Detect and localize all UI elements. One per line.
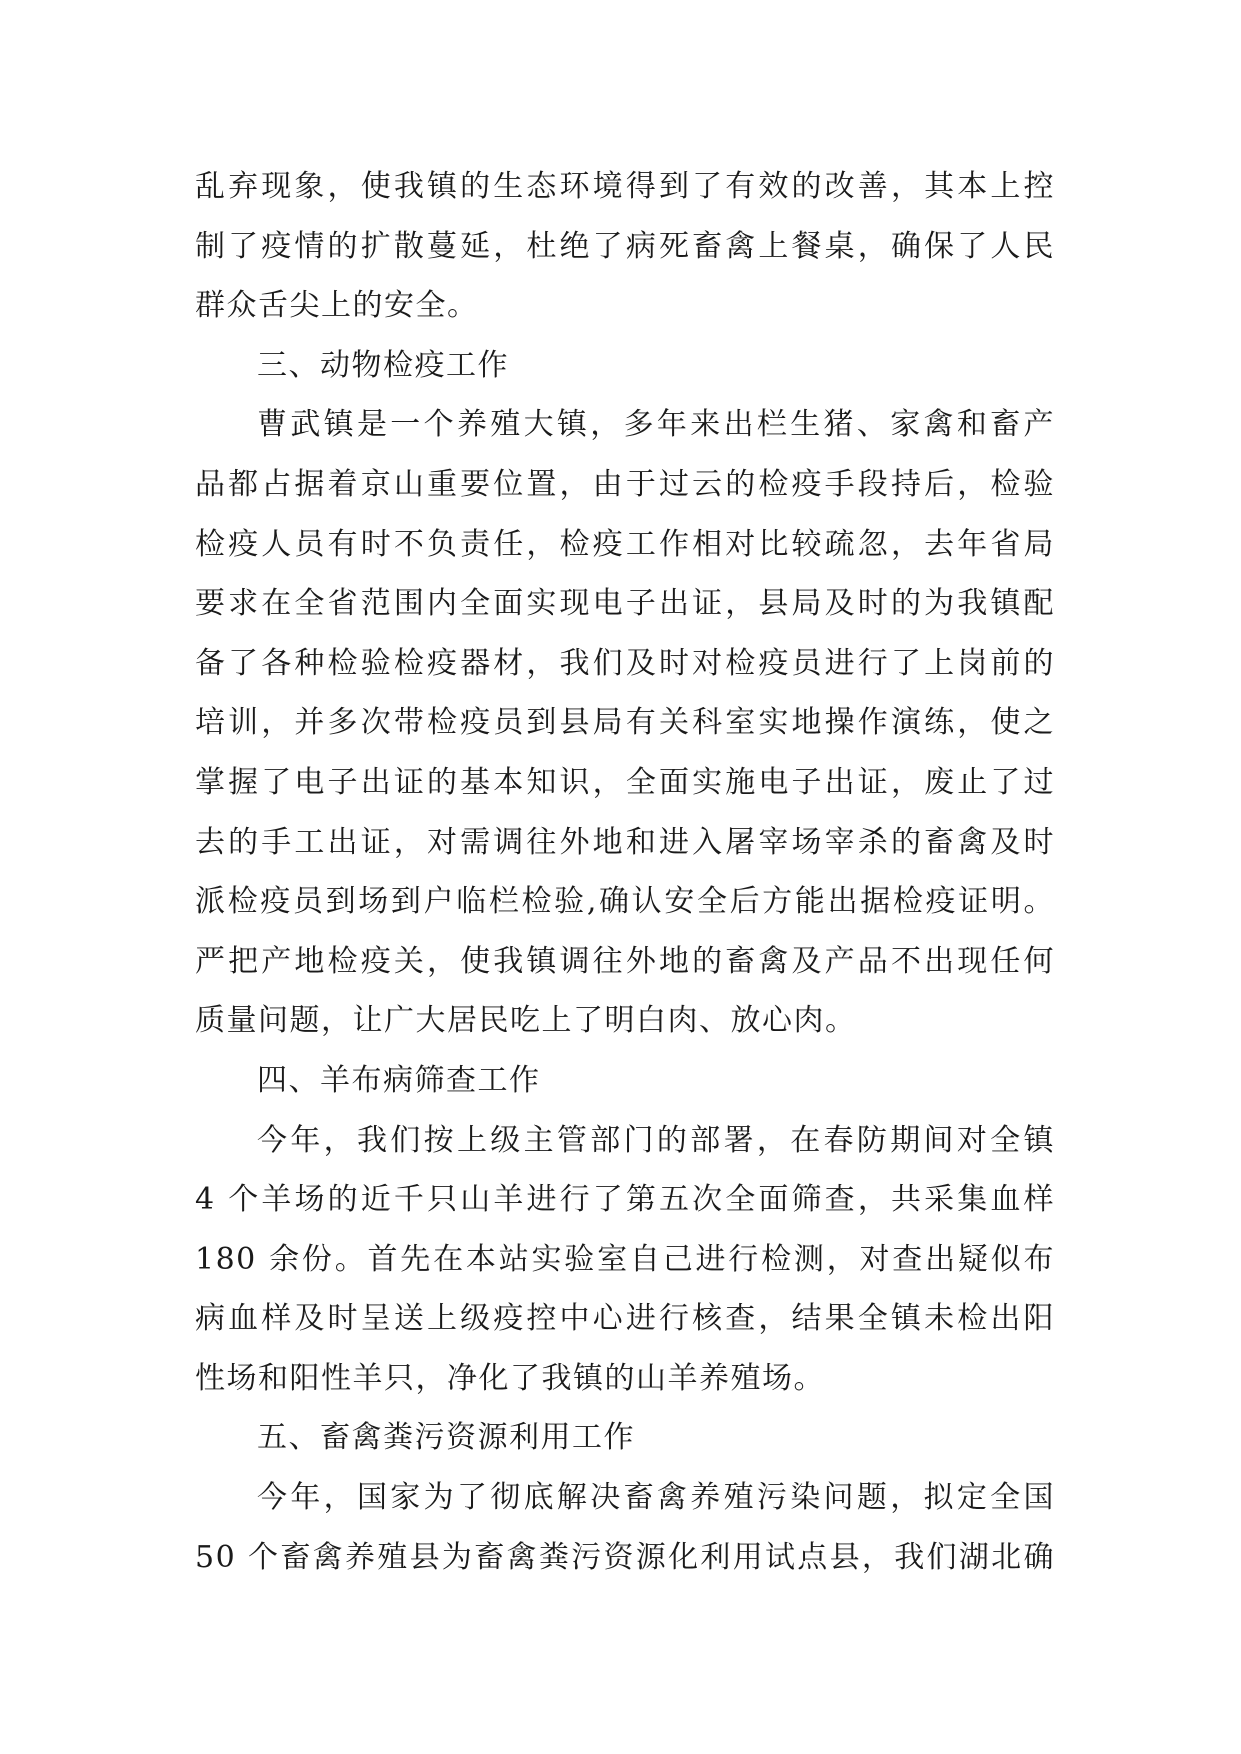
paragraph-line: 病血样及时呈送上级疫控中心进行核查，结果全镇未检出阳: [195, 1301, 1055, 1337]
paragraph-line: 群众舌尖上的安全。: [195, 288, 479, 324]
body-paragraph: [195, 1111, 1055, 1409]
paragraph-line: 掌握了电子出证的基本知识，全面实施电子出证，废止了过: [195, 764, 1055, 800]
paragraph-line: 今年，我们按上级主管部门的部署，在春防期间对全镇: [257, 1122, 1055, 1158]
paragraph-line: 严把产地检疫关，使我镇调往外地的畜禽及产品不出现任何: [195, 943, 1055, 979]
paragraph-line: 性场和阳性羊只，净化了我镇的山羊养殖场。: [195, 1360, 825, 1396]
paragraph-line: 备了各种检验检疫器材，我们及时对检疫员进行了上岗前的: [195, 645, 1055, 681]
paragraph-line: 要求在全省范围内全面实现电子出证，县局及时的为我镇配: [195, 586, 1055, 622]
section-heading: [195, 1051, 1055, 1111]
body-paragraph: [195, 1468, 1055, 1587]
document-body: [195, 157, 1055, 1587]
paragraph-line: 曹武镇是一个养殖大镇，多年来出栏生猪、家禽和畜产: [257, 407, 1055, 443]
paragraph-line: 品都占据着京山重要位置，由于过云的检疫手段持后，检验: [195, 466, 1055, 502]
section-heading: [195, 1408, 1055, 1468]
body-paragraph: [195, 157, 1055, 336]
heading-text: 五、畜禽粪污资源利用工作: [257, 1420, 635, 1456]
paragraph-line: 制了疫情的扩散蔓延，杜绝了病死畜禽上餐桌，确保了人民: [195, 228, 1055, 264]
paragraph-line: 乱弃现象，使我镇的生态环境得到了有效的改善，其本上控: [195, 169, 1055, 204]
paragraph-line: 派检疫员到场到户临栏检验,确认安全后方能出据检疫证明。: [195, 884, 1055, 920]
paragraph-line: 质量问题，让广大居民吃上了明白肉、放心肉。: [195, 1003, 857, 1039]
paragraph-line: 4 个羊场的近千只山羊进行了第五次全面筛查，共采集血样: [195, 1182, 1055, 1218]
paragraph-line: 180 余份。首先在本站实验室自己进行检测，对查出疑似布: [195, 1241, 1055, 1277]
section-heading: [195, 336, 1055, 396]
paragraph-line: 培训，并多次带检疫员到县局有关科室实地操作演练，使之: [195, 705, 1055, 741]
heading-text: 三、动物检疫工作: [257, 347, 509, 383]
paragraph-line: 今年，国家为了彻底解决畜禽养殖污染问题，拟定全国: [257, 1480, 1055, 1516]
paragraph-line: 检疫人员有时不负责任，检疫工作相对比较疏忽，去年省局: [195, 526, 1055, 562]
paragraph-line: 去的手工出证，对需调往外地和进入屠宰场宰杀的畜禽及时: [195, 824, 1055, 860]
paragraph-line: 50 个畜禽养殖县为畜禽粪污资源化利用试点县，我们湖北确: [195, 1539, 1055, 1575]
heading-text: 四、羊布病筛查工作: [257, 1062, 541, 1098]
body-paragraph: [195, 395, 1055, 1051]
